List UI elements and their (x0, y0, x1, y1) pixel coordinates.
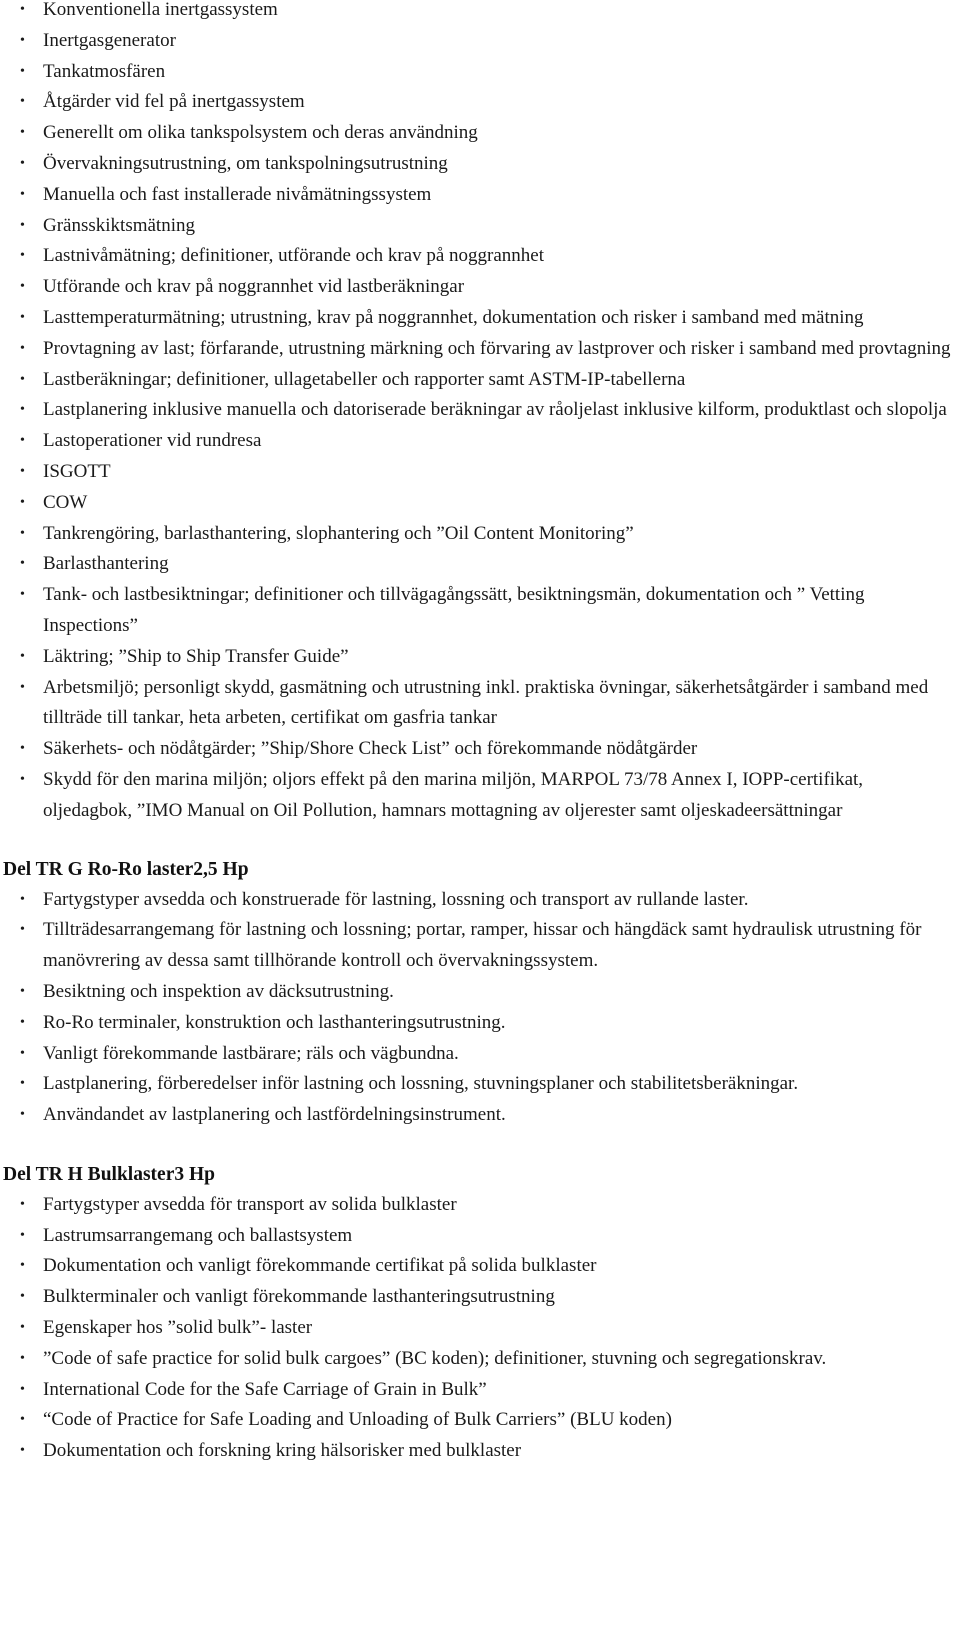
section-g-list (3, 885, 952, 1131)
list-item: • ISGOTT (3, 457, 952, 488)
list-item: • Tankrengöring, barlasthantering, slophantering och ”Oil Content Monitoring” (3, 519, 952, 550)
list-item: • Arbetsmiljö; personligt skydd, gasmätning och utrustning inkl. praktiska övningar, säkerhetsåtgärder i samband med tillträde till tankar, heta arbeten, certifikat om gasfria tankar (3, 673, 952, 735)
list-item: • Provtagning av last; förfarande, utrustning märkning och förvaring av lastprover och risker i samband med provtagning (3, 334, 952, 365)
list-item: • Konventionella inertgassystem (3, 0, 952, 26)
list-item: • Dokumentation och forskning kring hälsorisker med bulklaster (3, 1436, 952, 1467)
section-h-list (3, 1190, 952, 1467)
list-item: • Åtgärder vid fel på inertgassystem (3, 87, 952, 118)
list-item: • Lastplanering, förberedelser inför lastning och lossning, stuvningsplaner och stabilitetsberäkningar. (3, 1069, 952, 1100)
section-heading-bulk: Del TR H Bulklaster3 Hp (3, 1163, 215, 1185)
list-item: • Lastnivåmätning; definitioner, utförande och krav på noggrannhet (3, 241, 952, 272)
list-item: • Fartygstyper avsedda för transport av solida bulklaster (3, 1190, 952, 1221)
list-item: • Bulkterminaler och vanligt förekommande lasthanteringsutrustning (3, 1282, 952, 1313)
list-item: • Övervakningsutrustning, om tankspolningsutrustning (3, 149, 952, 180)
list-item: • Läktring; ”Ship to Ship Transfer Guide” (3, 642, 952, 673)
list-item: • Lastberäkningar; definitioner, ullagetabeller och rapporter samt ASTM-IP-tabellerna (3, 365, 952, 396)
list-item: • Ro-Ro terminaler, konstruktion och lasthanteringsutrustning. (3, 1008, 952, 1039)
list-item: • Lasttemperaturmätning; utrustning, krav på noggrannhet, dokumentation och risker i samband med mätning (3, 303, 952, 334)
list-item: • Lastrumsarrangemang och ballastsystem (3, 1221, 952, 1252)
list-item: • Utförande och krav på noggrannhet vid lastberäkningar (3, 272, 952, 303)
list-item: • Fartygstyper avsedda och konstruerade för lastning, lossning och transport av rullande laster. (3, 885, 952, 916)
list-item: • Vanligt förekommande lastbärare; räls och vägbundna. (3, 1039, 952, 1070)
list-item: • Tankatmosfären (3, 57, 952, 88)
list-item: • Tillträdesarrangemang för lastning och lossning; portar, ramper, hissar och hängdäck samt hydraulisk utrustning för manövrering av dessa samt tillhörande kontroll och övervakningssystem. (3, 915, 952, 977)
list-item: • Tank- och lastbesiktningar; definitioner och tillvägagångssätt, besiktningsmän, dokumentation och ” Vetting Inspections” (3, 580, 952, 642)
list-item: • Säkerhets- och nödåtgärder; ”Ship/Shore Check List” och förekommande nödåtgärder (3, 734, 952, 765)
list-item: • Gränsskiktsmätning (3, 211, 952, 242)
list-item: • “Code of Practice for Safe Loading and Unloading of Bulk Carriers” (BLU koden) (3, 1405, 952, 1436)
list-item: • Användandet av lastplanering och lastfördelningsinstrument. (3, 1100, 952, 1131)
list-item: • COW (3, 488, 952, 519)
list-item: • Barlasthantering (3, 549, 952, 580)
list-item: • Inertgasgenerator (3, 26, 952, 57)
list-item: • Egenskaper hos ”solid bulk”- laster (3, 1313, 952, 1344)
list-item: • Skydd för den marina miljön; oljors effekt på den marina miljön, MARPOL 73/78 Annex I, IOPP-certifikat, oljedagbok, ”IMO Manual on Oil Pollution, hamnars mottagning av oljerester samt oljeskadeersättningar (3, 765, 952, 827)
section-f-list (3, 0, 952, 827)
list-item: • Lastplanering inklusive manuella och datoriserade beräkningar av råoljelast inklusive kilform, produktlast och slopolja (3, 395, 952, 426)
list-item: • Lastoperationer vid rundresa (3, 426, 952, 457)
list-item: • International Code for the Safe Carriage of Grain in Bulk” (3, 1375, 952, 1406)
list-item: • Manuella och fast installerade nivåmätningssystem (3, 180, 952, 211)
list-item: • Generellt om olika tankspolsystem och deras användning (3, 118, 952, 149)
list-item: • ”Code of safe practice for solid bulk cargoes” (BC koden); definitioner, stuvning och segregationskrav. (3, 1344, 952, 1375)
list-item: • Dokumentation och vanligt förekommande certifikat på solida bulklaster (3, 1251, 952, 1282)
list-item: • Besiktning och inspektion av däcksutrustning. (3, 977, 952, 1008)
section-heading-ro-ro: Del TR G Ro-Ro laster2,5 Hp (3, 858, 249, 880)
